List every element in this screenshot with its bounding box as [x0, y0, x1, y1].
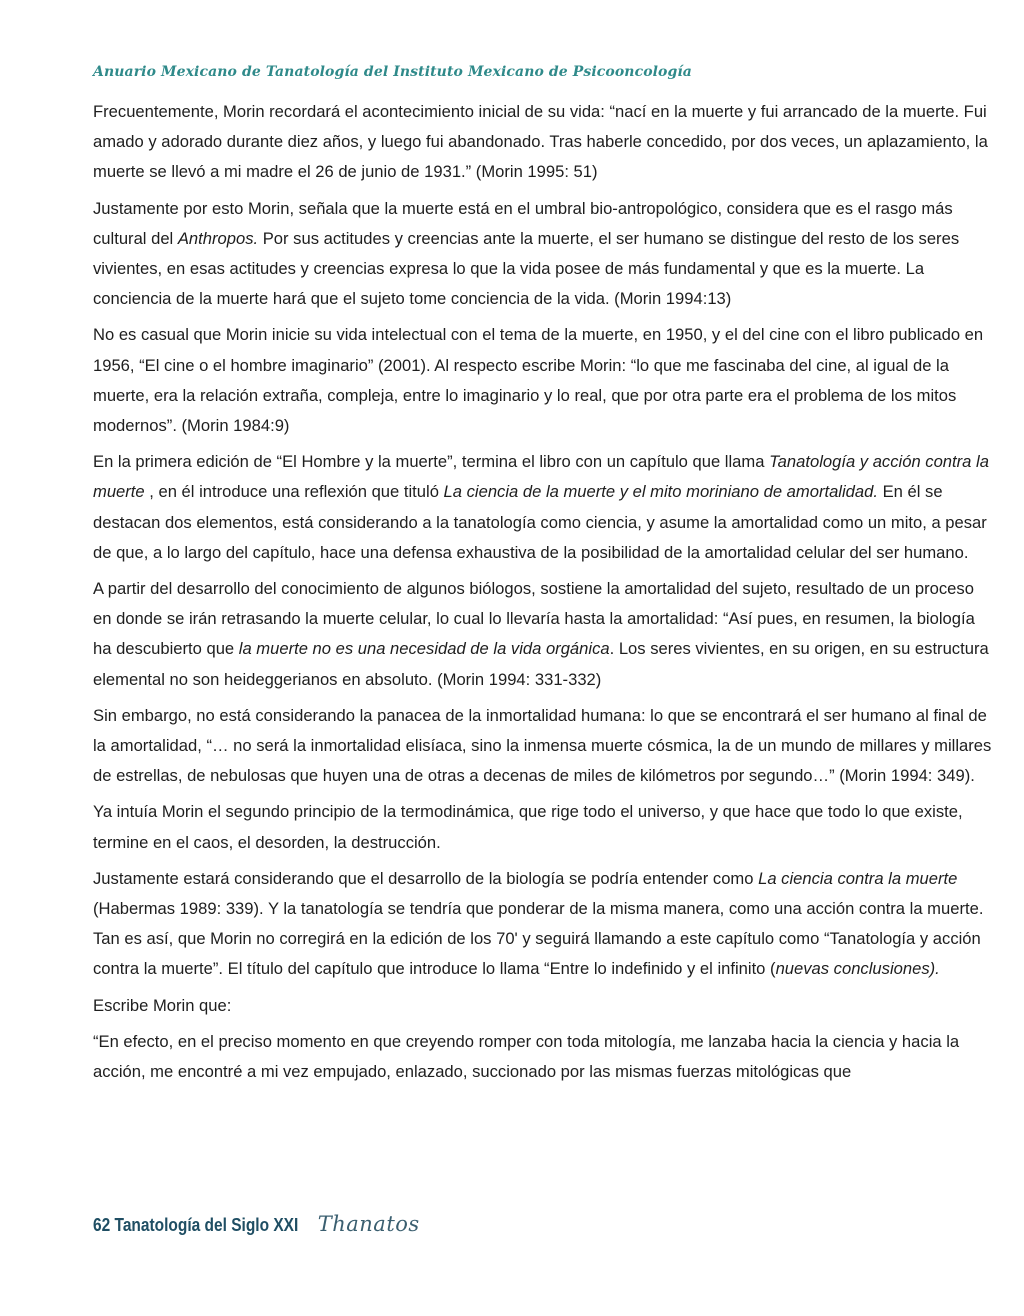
text-run: No es casual que Morin inicie su vida intelectual con el tema de la muerte, en 1950, y el del cine con el libro publicado en 1956, “El cine o el hombre imaginario” (2001). Al respecto escribe Morin: “lo que me fascinaba del cine, al igual de la muerte, era la relación extraña, compleja, entre lo imaginario y lo real, que por otra parte era el problema de los mitos modernos”. (Morin 1984:9) — [93, 325, 984, 436]
text-run: A partir del desarrollo del conocimiento de algunos biólogos, sostiene la amortalidad del sujeto, resultado de un proceso en donde se irán retrasando la muerte celular, lo cual lo llevaría hasta la amortalidad: “Así pues, en resumen, la biología ha descubierto que — [93, 579, 975, 659]
text-run: “En efecto, en el preciso momento en que creyendo romper con toda mitología, me lanzaba hacia la ciencia y hacia la acción, me encontré a mi vez empujado, enlazado, succionado por las mismas fuerzas mitológicas que — [93, 1031, 960, 1082]
body-paragraph — [93, 320, 993, 441]
italic-text: nuevas conclusiones). — [775, 959, 940, 979]
body-paragraph — [93, 797, 993, 857]
body-paragraph — [93, 97, 993, 188]
text-run: Sin embargo, no está considerando la panacea de la inmortalidad humana: lo que se encontrará el ser humano al final de la amortalidad, “… no será la inmortalidad elisíaca, sino la inmensa muerte cósmica, la de un mundo de millares y millares de estrellas, de nebulosas que huyen una de otras a decenas de miles de kilómetros por segundo…” (Morin 1994: 349). — [93, 705, 992, 786]
italic-text: Anthropos. — [177, 228, 259, 248]
body-paragraph — [93, 991, 993, 1021]
thanatos-logo: Thanatos — [317, 1212, 420, 1236]
text-run: Por sus actitudes y creencias ante la muerte, el ser humano se distingue del resto de los seres vivientes, en esas actitudes y creencias expresa lo que la vida posee de más fundamental y que es la muerte. La conciencia de la muerte hará que el sujeto tome conciencia de la vida. (Morin 1994:13) — [93, 228, 960, 309]
page-number-label: 62 Tanatología del Siglo XXI — [93, 1215, 299, 1235]
text-run: En él se destacan dos elementos, está considerando a la tanatología como ciencia, y asume la amortalidad como un mito, a pesar de que, a lo largo del capítulo, hace una defensa exhaustiva de la posibilidad de la amortalidad celular del ser humano. — [93, 482, 987, 562]
article-body — [93, 97, 993, 1093]
body-paragraph — [93, 701, 993, 792]
body-paragraph — [93, 194, 993, 315]
body-paragraph — [93, 447, 993, 568]
journal-header: Anuario Mexicano de Tanatología del Instituto Mexicano de Psicooncología — [93, 64, 692, 80]
text-run: , en él introduce una reflexión que tituló — [144, 482, 444, 502]
text-run: . Los seres vivientes, en su origen, en su estructura elemental no son heideggerianos en absoluto. (Morin 1994: 331-332) — [93, 639, 989, 689]
italic-text: la muerte no es una necesidad de la vida orgánica — [238, 639, 610, 659]
text-run: En la primera edición de “El Hombre y la muerte”, termina el libro con un capítulo que llama — [93, 452, 770, 472]
text-run: Frecuentemente, Morin recordará el acontecimiento inicial de su vida: “nací en la muerte y fui arrancado de la muerte. Fui amado y adorado durante diez años, y luego fui abandonado. Tras haberle concedido, por dos veces, un aplazamiento, la muerte se llevó a mi madre el 26 de junio de 1931.” (Morin 1995: 51) — [93, 102, 988, 182]
text-run: Justamente por esto Morin, señala que la muerte está en el umbral bio-antropológico, considera que es el rasgo más cultural del — [93, 198, 953, 248]
text-run: Justamente estará considerando que el desarrollo de la biología se podría entender como — [93, 868, 759, 888]
italic-text: La ciencia de la muerte y el mito moriniano de amortalidad. — [443, 482, 878, 502]
body-paragraph — [93, 1027, 993, 1087]
text-run: Escribe Morin que: — [93, 995, 232, 1015]
italic-text: Tanatología y acción contra la muerte — [93, 452, 989, 502]
body-paragraph — [93, 574, 993, 695]
text-run: (Habermas 1989: 339). Y la tanatología se tendría que ponderar de la misma manera, como una acción contra la muerte. Tan es así, que Morin no corregirá en la edición de los 70' y seguirá llamando a este capítulo como “Tanatología y acción contra la muerte”. El título del capítulo que introduce lo llama “Entre lo indefinido y el infinito ( — [93, 899, 984, 979]
page-footer — [93, 1212, 420, 1236]
italic-text: La ciencia contra la muerte — [758, 868, 958, 888]
text-run: Ya intuía Morin el segundo principio de la termodinámica, que rige todo el universo, y que hace que todo lo que existe, termine en el caos, el desorden, la destrucción. — [93, 802, 963, 852]
body-paragraph — [93, 864, 993, 985]
